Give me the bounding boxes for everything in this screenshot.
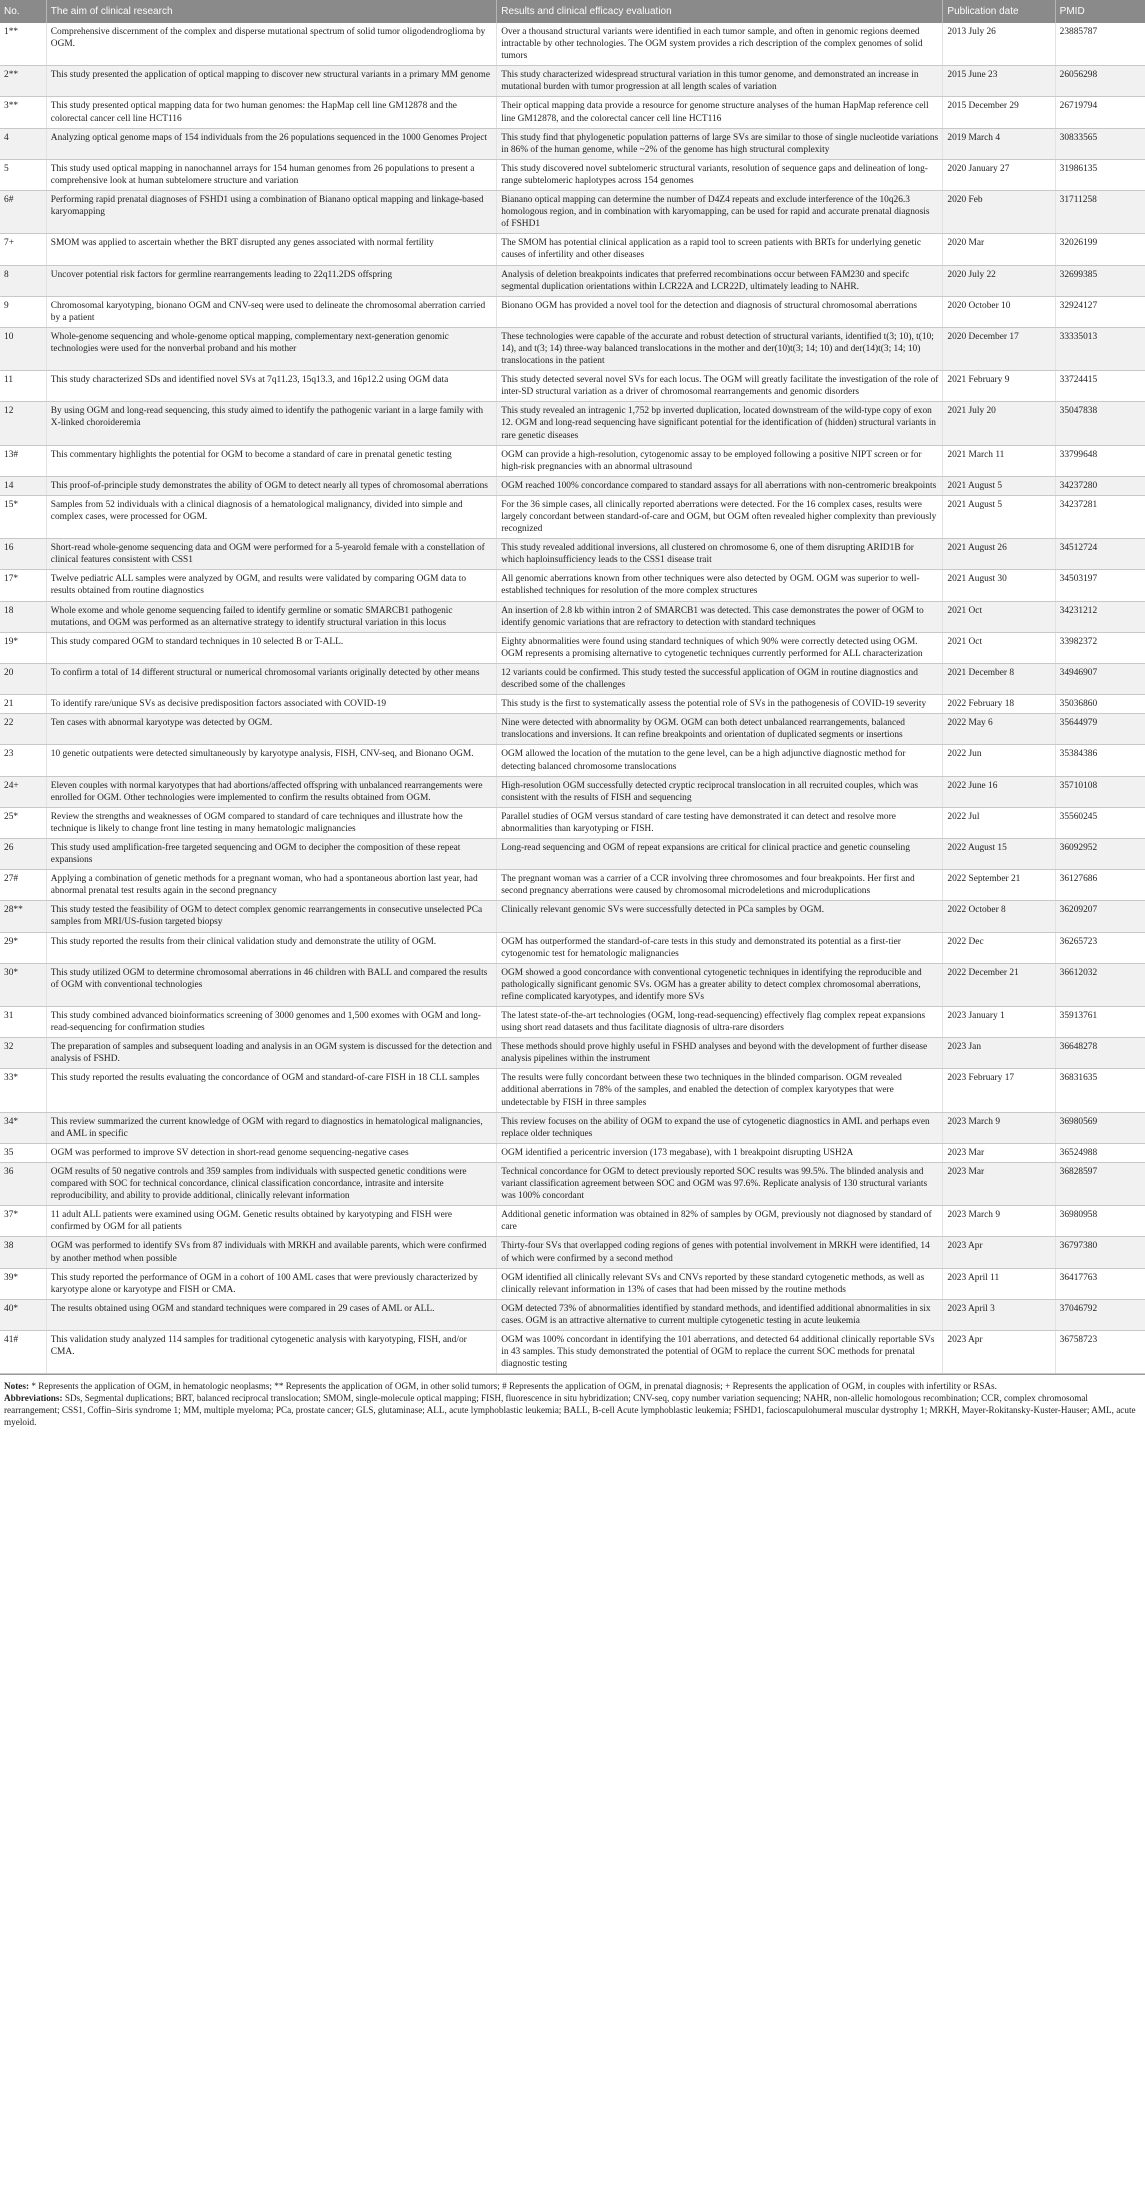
cell-result: For the 36 simple cases, all clinically reported aberrations were detected. For the 16 complex cases, results were largely concordant between standard-of-care and OGM, but OGM often revealed higher complexity than previously recognized [497,495,943,538]
cell-aim: Applying a combination of genetic methods for a pregnant woman, who had a spontaneous abortion last year, had abnormal prenatal test results again in the second pregnancy [46,870,496,901]
table-row [0,1143,1145,1162]
cell-publication-date: 2020 January 27 [943,159,1055,190]
table-row [0,1268,1145,1299]
cell-no: 17* [0,570,46,601]
cell-no: 4 [0,128,46,159]
table-row [0,870,1145,901]
cell-aim: Short-read whole-genome sequencing data and OGM were performed for a 5-yearold female with a constellation of clinical features consistent with CSS1 [46,539,496,570]
cell-aim: Comprehensive discernment of the complex and disperse mutational spectrum of solid tumor oligodendroglioma by OGM. [46,23,496,66]
table-row [0,1069,1145,1112]
cell-publication-date: 2023 Jan [943,1038,1055,1069]
cell-publication-date: 2023 February 17 [943,1069,1055,1112]
cell-pmid: 36417763 [1055,1268,1145,1299]
cell-pmid: 35560245 [1055,807,1145,838]
cell-no: 31 [0,1007,46,1038]
cell-result: Clinically relevant genomic SVs were successfully detected in PCa samples by OGM. [497,901,943,932]
cell-no: 1** [0,23,46,66]
cell-pmid: 33335013 [1055,327,1145,370]
cell-result: Technical concordance for OGM to detect previously reported SOC results was 99.5%. The blinded analysis and variant classification agreement between SOC and OGM was 97.6%. Replicate analysis of 130 structural variants was 100% concordant [497,1162,943,1205]
table-row [0,66,1145,97]
cell-publication-date: 2020 December 17 [943,327,1055,370]
cell-publication-date: 2021 Oct [943,632,1055,663]
table-row [0,234,1145,265]
cell-aim: To identify rare/unique SVs as decisive predisposition factors associated with COVID-19 [46,695,496,714]
cell-aim: Ten cases with abnormal karyotype was detected by OGM. [46,714,496,745]
cell-result: Long-read sequencing and OGM of repeat expansions are critical for clinical practice and genetic counseling [497,838,943,869]
cell-no: 19* [0,632,46,663]
cell-publication-date: 2022 December 21 [943,963,1055,1006]
cell-publication-date: 2021 August 30 [943,570,1055,601]
cell-publication-date: 2021 December 8 [943,663,1055,694]
cell-no: 15* [0,495,46,538]
cell-result: This study discovered novel subtelomeric structural variants, resolution of sequence gaps and delineation of long-range subtelomeric haplotypes across 154 genomes [497,159,943,190]
cell-result: OGM allowed the location of the mutation to the gene level, can be a high adjunctive diagnostic method for detecting balanced chromosome translocations [497,745,943,776]
cell-pmid: 36265723 [1055,932,1145,963]
cell-no: 21 [0,695,46,714]
cell-result: Analysis of deletion breakpoints indicates that preferred recombinations occur between FAM230 and specifc segmental duplication orientations within LCR22A and LCR22D, ultimately leading to NAHR. [497,265,943,296]
cell-result: An insertion of 2.8 kb within intron 2 of SMARCB1 was detected. This case demonstrates the power of OGM to identify genomic variations that are refractory to detection with standard techniques [497,601,943,632]
cell-publication-date: 2013 July 26 [943,23,1055,66]
cell-publication-date: 2023 March 9 [943,1206,1055,1237]
cell-no: 32 [0,1038,46,1069]
abbreviations-text: SDs, Segmental duplications; BRT, balanced reciprocal translocation; SMOM, single-molecule optical mapping; FISH, fluorescence in situ hybridization; CNV-seq, copy number variation sequencing; NAHR, non-allelic homologous recombination; CCR, complex chromosomal rearrangement; CSS1, Coffin–Siris syndrome 1; MM, multiple myeloma; PCa, prostate cancer; GLS, glutaminase; ALL, acute lymphoblastic leukemia; BALL, B-cell Acute lymphoblastic leukemia; FSHD1, facioscapulohumeral muscular dystrophy 1; MRKH, Mayer-Rokitansky-Kuster-Hauser; AML, acute myeloid. [4,1393,1136,1428]
table-row [0,1038,1145,1069]
cell-no: 10 [0,327,46,370]
abbreviations-line [4,1392,1141,1428]
cell-no: 38 [0,1237,46,1268]
cell-result: OGM detected 73% of abnormalities identified by standard methods, and identified additional abnormalities in six cases. OGM is an attractive alternative to current multiple cytogenetic testing in acute leukemia [497,1299,943,1330]
cell-aim: This study presented optical mapping data for two human genomes: the HapMap cell line GM12878 and the colorectal cancer cell line HCT116 [46,97,496,128]
cell-pmid: 35036860 [1055,695,1145,714]
cell-pmid: 33799648 [1055,445,1145,476]
cell-publication-date: 2021 August 5 [943,495,1055,538]
cell-result: All genomic aberrations known from other techniques were also detected by OGM. OGM was superior to well-established techniques for resolution of the more complex structures [497,570,943,601]
cell-result: High-resolution OGM successfully detected cryptic reciprocal translocation in all recruited couples, which was consistent with the results of FISH and sequencing [497,776,943,807]
cell-publication-date: 2021 February 9 [943,371,1055,402]
cell-publication-date: 2023 Mar [943,1162,1055,1205]
header-results: Results and clinical efficacy evaluation [497,0,943,23]
table-row [0,714,1145,745]
cell-aim: This review summarized the current knowledge of OGM with regard to diagnostics in hematological malignancies, and AML in specific [46,1112,496,1143]
cell-aim: OGM results of 50 negative controls and 359 samples from individuals with suspected genetic conditions were compared with SOC for technical concordance, clinical classification concordance, intrasite and intersite reproducibility, and ability to provide additional, clinically relevant information [46,1162,496,1205]
cell-aim: This study used optical mapping in nanochannel arrays for 154 human genomes from 26 populations to present a comprehensive look at human subtelomere structure and variation [46,159,496,190]
cell-aim: Whole-genome sequencing and whole-genome optical mapping, complementary next-generation genomic technologies were used for the nonverbal proband and his mother [46,327,496,370]
notes-text: * Represents the application of OGM, in hematologic neoplasms; ** Represents the application of OGM, in other solid tumors; # Represents the application of OGM, in prenatal diagnosis; + Represents the application of OGM, in couples with infertility or RSAs. [29,1381,997,1392]
cell-aim: This study reported the results from their clinical validation study and demonstrate the utility of OGM. [46,932,496,963]
cell-aim: Analyzing optical genome maps of 154 individuals from the 26 populations sequenced in the 1000 Genomes Project [46,128,496,159]
cell-result: The latest state-of-the-art technologies (OGM, long-read-sequencing) effectively flag complex repeat expansions using short read datasets and thus facilitate diagnosis of ultra-rare disorders [497,1007,943,1038]
cell-no: 28** [0,901,46,932]
table-row [0,191,1145,234]
cell-no: 35 [0,1143,46,1162]
cell-result: OGM identified all clinically relevant SVs and CNVs reported by these standard cytogenetic methods, as well as clinically relevant information in 13% of cases that had been missed by the routine methods [497,1268,943,1299]
cell-aim: The preparation of samples and subsequent loading and analysis in an OGM system is discussed for the detection and analysis of FSHD. [46,1038,496,1069]
cell-no: 8 [0,265,46,296]
table-row [0,97,1145,128]
cell-publication-date: 2022 Jul [943,807,1055,838]
header-publication-date: Publication date [943,0,1055,23]
cell-result: The results were fully concordant between these two techniques in the blinded comparison. OGM revealed additional aberrations in 78% of the samples, and enabled the detection of complex karyotypes that were undetectable by FISH in three samples [497,1069,943,1112]
cell-aim: This study compared OGM to standard techniques in 10 selected B or T-ALL. [46,632,496,663]
cell-pmid: 36980958 [1055,1206,1145,1237]
cell-aim: Review the strengths and weaknesses of OGM compared to standard of care techniques and illustrate how the technique is likely to change front line testing in many hematologic malignancies [46,807,496,838]
table-row [0,159,1145,190]
cell-pmid: 34237281 [1055,495,1145,538]
cell-publication-date: 2023 April 3 [943,1299,1055,1330]
cell-no: 2** [0,66,46,97]
cell-result: 12 variants could be confirmed. This study tested the successful application of OGM in routine diagnostics and described some of the challenges [497,663,943,694]
cell-publication-date: 2021 August 26 [943,539,1055,570]
cell-aim: Chromosomal karyotyping, bionano OGM and CNV-seq were used to delineate the chromosomal aberration carried by a patient [46,296,496,327]
cell-pmid: 30833565 [1055,128,1145,159]
cell-no: 5 [0,159,46,190]
table-row [0,695,1145,714]
cell-pmid: 36209207 [1055,901,1145,932]
cell-publication-date: 2021 March 11 [943,445,1055,476]
cell-publication-date: 2023 Apr [943,1237,1055,1268]
cell-publication-date: 2023 April 11 [943,1268,1055,1299]
table-row [0,601,1145,632]
cell-no: 27# [0,870,46,901]
cell-no: 14 [0,476,46,495]
cell-pmid: 36092952 [1055,838,1145,869]
cell-pmid: 32924127 [1055,296,1145,327]
cell-pmid: 32699385 [1055,265,1145,296]
cell-no: 7+ [0,234,46,265]
cell-pmid: 36127686 [1055,870,1145,901]
table-row [0,265,1145,296]
cell-pmid: 35384386 [1055,745,1145,776]
cell-no: 39* [0,1268,46,1299]
cell-no: 26 [0,838,46,869]
header-no: No. [0,0,46,23]
cell-result: These methods should prove highly useful in FSHD analyses and beyond with the development of further disease analysis pipelines within the instrument [497,1038,943,1069]
cell-aim: This study presented the application of optical mapping to discover new structural variants in a primary MM genome [46,66,496,97]
cell-publication-date: 2021 July 20 [943,402,1055,445]
cell-result: OGM reached 100% concordance compared to standard assays for all aberrations with non-centromeric breakpoints [497,476,943,495]
cell-pmid: 32026199 [1055,234,1145,265]
table-row [0,838,1145,869]
cell-no: 29* [0,932,46,963]
cell-pmid: 36831635 [1055,1069,1145,1112]
cell-aim: Samples from 52 individuals with a clinical diagnosis of a hematological malignancy, divided into simple and complex cases, were processed for OGM. [46,495,496,538]
cell-pmid: 36524988 [1055,1143,1145,1162]
cell-aim: This commentary highlights the potential for OGM to become a standard of care in prenatal genetic testing [46,445,496,476]
cell-no: 12 [0,402,46,445]
table-body [0,23,1145,1374]
cell-pmid: 34503197 [1055,570,1145,601]
cell-result: Bionano OGM has provided a novel tool for the detection and diagnosis of structural chromosomal aberrations [497,296,943,327]
cell-publication-date: 2023 Mar [943,1143,1055,1162]
cell-pmid: 36797380 [1055,1237,1145,1268]
cell-no: 33* [0,1069,46,1112]
cell-result: This study is the first to systematically assess the potential role of SVs in the pathogenesis of COVID-19 severity [497,695,943,714]
cell-no: 37* [0,1206,46,1237]
cell-pmid: 36828597 [1055,1162,1145,1205]
cell-no: 41# [0,1330,46,1373]
cell-no: 9 [0,296,46,327]
cell-publication-date: 2020 October 10 [943,296,1055,327]
cell-result: This study detected several novel SVs for each locus. The OGM will greatly facilitate the investigation of the role of inter-SD structural variation as a driver of chromosomal rearrangements and genomic disorders [497,371,943,402]
cell-result: Parallel studies of OGM versus standard of care testing have demonstrated it can detect and resolve more abnormalities than karyotyping or FISH. [497,807,943,838]
cell-result: Additional genetic information was obtained in 82% of samples by OGM, previously not diagnosed by standard of care [497,1206,943,1237]
table-row [0,476,1145,495]
cell-result: This study revealed an intragenic 1,752 bp inverted duplication, located downstream of the wild-type copy of exon 12. OGM and long-read sequencing have significant potential for the identification of (hidden) structural variants in rare genetic diseases [497,402,943,445]
cell-result: These technologies were capable of the accurate and robust detection of structural variants, identified t(3; 10), t(10; 14), and t(3; 14) three-way balanced translocations in the mother and der(10)t(3; 14; 10) and der(14)t(3; 14; 10) translocations in the patient [497,327,943,370]
table-row [0,1112,1145,1143]
cell-publication-date: 2015 December 29 [943,97,1055,128]
cell-aim: This study characterized SDs and identified novel SVs at 7q11.23, 15q13.3, and 16p12.2 using OGM data [46,371,496,402]
table-row [0,570,1145,601]
table-header-row [0,0,1145,23]
cell-aim: Whole exome and whole genome sequencing failed to identify germline or somatic SMARCB1 pathogenic mutations, and OGM was performed as an alternative strategy to identify structural variation in this locus [46,601,496,632]
cell-result: OGM was 100% concordant in identifying the 101 aberrations, and detected 64 additional clinically reportable SVs in 43 samples. This study demonstrated the potential of OGM to replace the current SOC methods for prenatal diagnostic testing [497,1330,943,1373]
cell-result: This review focuses on the ability of OGM to expand the use of cytogenetic diagnostics in AML and perhaps even replace older techniques [497,1112,943,1143]
cell-no: 22 [0,714,46,745]
cell-aim: To confirm a total of 14 different structural or numerical chromosomal variants originally detected by other means [46,663,496,694]
cell-aim: This study used amplification-free targeted sequencing and OGM to decipher the composition of these repeat expansions [46,838,496,869]
table-row [0,1299,1145,1330]
cell-no: 40* [0,1299,46,1330]
cell-result: This study characterized widespread structural variation in this tumor genome, and demonstrated an increase in mutational burden with tumor progression at all length scales of variation [497,66,943,97]
cell-publication-date: 2020 Mar [943,234,1055,265]
table-row [0,495,1145,538]
cell-pmid: 36980569 [1055,1112,1145,1143]
cell-publication-date: 2022 August 15 [943,838,1055,869]
table-row [0,1007,1145,1038]
cell-no: 24+ [0,776,46,807]
cell-pmid: 26056298 [1055,66,1145,97]
header-pmid: PMID [1055,0,1145,23]
cell-no: 13# [0,445,46,476]
cell-pmid: 34946907 [1055,663,1145,694]
table-row [0,1330,1145,1373]
cell-aim: 11 adult ALL patients were examined using OGM. Genetic results obtained by karyotyping and FISH were confirmed by OGM for all patients [46,1206,496,1237]
cell-pmid: 33724415 [1055,371,1145,402]
cell-publication-date: 2022 Dec [943,932,1055,963]
table-row [0,663,1145,694]
table-row [0,632,1145,663]
cell-publication-date: 2022 September 21 [943,870,1055,901]
table-row [0,963,1145,1006]
cell-pmid: 36648278 [1055,1038,1145,1069]
cell-aim: 10 genetic outpatients were detected simultaneously by karyotype analysis, FISH, CNV-seq, and Bionano OGM. [46,745,496,776]
cell-result: Nine were detected with abnormality by OGM. OGM can both detect unbalanced rearrangements, balanced translocations and inversions. It can refine breakpoints and orientation of duplicated segments or insertions [497,714,943,745]
cell-aim: SMOM was applied to ascertain whether the BRT disrupted any genes associated with normal fertility [46,234,496,265]
cell-pmid: 26719794 [1055,97,1145,128]
cell-pmid: 34512724 [1055,539,1145,570]
cell-publication-date: 2022 February 18 [943,695,1055,714]
cell-result: OGM showed a good concordance with conventional cytogenetic techniques in identifying the reproducible and pathologically significant genomic SVs. OGM has a greater ability to detect complex chromosomal aberrations, refine complicated karyotypes, and identify more SVs [497,963,943,1006]
cell-pmid: 36758723 [1055,1330,1145,1373]
table-row [0,23,1145,66]
cell-no: 23 [0,745,46,776]
cell-publication-date: 2022 October 8 [943,901,1055,932]
cell-aim: Twelve pediatric ALL samples were analyzed by OGM, and results were validated by comparing OGM data to results obtained from routine diagnostics [46,570,496,601]
cell-publication-date: 2020 July 22 [943,265,1055,296]
cell-publication-date: 2023 March 9 [943,1112,1055,1143]
table-row [0,402,1145,445]
table-row [0,807,1145,838]
cell-publication-date: 2015 June 23 [943,66,1055,97]
cell-aim: Uncover potential risk factors for germline rearrangements leading to 22q11.2DS offspring [46,265,496,296]
cell-no: 16 [0,539,46,570]
cell-result: The SMOM has potential clinical application as a rapid tool to screen patients with BRTs for underlying genetic causes of infertility and other diseases [497,234,943,265]
cell-publication-date: 2020 Feb [943,191,1055,234]
cell-publication-date: 2022 Jun [943,745,1055,776]
cell-publication-date: 2022 May 6 [943,714,1055,745]
table-row [0,1237,1145,1268]
cell-publication-date: 2023 Apr [943,1330,1055,1373]
notes-line [4,1380,1141,1392]
cell-result: This study find that phylogenetic population patterns of large SVs are similar to those of single nucleotide variations in 86% of the human genome, while ~2% of the genome has high structural complexity [497,128,943,159]
cell-result: The pregnant woman was a carrier of a CCR involving three chromosomes and four breakpoints. Her first and second pregnancy aberrations were caused by chromosomal microdeletions and microduplications [497,870,943,901]
cell-pmid: 23885787 [1055,23,1145,66]
table-row [0,1206,1145,1237]
cell-pmid: 37046792 [1055,1299,1145,1330]
cell-pmid: 34237280 [1055,476,1145,495]
cell-pmid: 34231212 [1055,601,1145,632]
cell-aim: This study utilized OGM to determine chromosomal aberrations in 46 children with BALL and compared the results of OGM with conventional technologies [46,963,496,1006]
table-row [0,296,1145,327]
cell-result: Bianano optical mapping can determine the number of D4Z4 repeats and exclude interference of the 10q26.3 homologous region, and in combination with karyomapping, can be used for rapid and accurate prenatal diagnosis of FSHD1 [497,191,943,234]
table-row [0,901,1145,932]
table-row [0,128,1145,159]
cell-aim: This study tested the feasibility of OGM to detect complex genomic rearrangements in consecutive unselected PCa samples from MRI/US-fusion targeted biopsy [46,901,496,932]
cell-aim: This study combined advanced bioinformatics screening of 3000 genomes and 1,500 exomes with OGM and long-read-sequencing for confirmation studies [46,1007,496,1038]
cell-result: OGM can provide a high-resolution, cytogenomic assay to be employed following a positive NIPT screen or for high-risk pregnancies with an abnormal ultrasound [497,445,943,476]
cell-pmid: 35913761 [1055,1007,1145,1038]
cell-pmid: 31711258 [1055,191,1145,234]
cell-result: Eighty abnormalities were found using standard techniques of which 90% were correctly detected using OGM. OGM represents a promising alternative to cytogenetic techniques currently performed for ALL characterization [497,632,943,663]
cell-result: Their optical mapping data provide a resource for genome structure analyses of the human HapMap reference cell line GM12878, and the colorectal cancer cell line HCT116 [497,97,943,128]
cell-no: 20 [0,663,46,694]
cell-aim: By using OGM and long-read sequencing, this study aimed to identify the pathogenic variant in a large family with X-linked choroideremia [46,402,496,445]
table-row [0,1162,1145,1205]
cell-result: OGM has outperformed the standard-of-care tests in this study and demonstrated its potential as a first-tier cytogenomic test for hematologic malignancies [497,932,943,963]
cell-pmid: 33982372 [1055,632,1145,663]
cell-no: 6# [0,191,46,234]
cell-publication-date: 2021 August 5 [943,476,1055,495]
cell-result: Thirty-four SVs that overlapped coding regions of genes with potential involvement in MRKH were identified, 14 of which were confirmed by a second method [497,1237,943,1268]
cell-no: 25* [0,807,46,838]
cell-result: OGM identified a pericentric inversion (173 megabase), with 1 breakpoint disrupting USH2A [497,1143,943,1162]
cell-no: 18 [0,601,46,632]
cell-pmid: 31986135 [1055,159,1145,190]
cell-no: 3** [0,97,46,128]
cell-result: This study revealed additional inversions, all clustered on chromosome 6, one of them disrupting ARID1B for which haploinsufficiency leads to the CSS1 disease trait [497,539,943,570]
header-aim: The aim of clinical research [46,0,496,23]
notes-label: Notes: [4,1381,30,1392]
table-row [0,776,1145,807]
cell-aim: This study reported the performance of OGM in a cohort of 100 AML cases that were previously characterized by karyotype alone or karyotype and FISH or CMA. [46,1268,496,1299]
cell-aim: OGM was performed to improve SV detection in short-read genome sequencing-negative cases [46,1143,496,1162]
cell-aim: This validation study analyzed 114 samples for traditional cytogenetic analysis with karyotyping, FISH, and/or CMA. [46,1330,496,1373]
cell-pmid: 35710108 [1055,776,1145,807]
table-row [0,539,1145,570]
cell-aim: This study reported the results evaluating the concordance of OGM and standard-of-care FISH in 18 CLL samples [46,1069,496,1112]
cell-no: 11 [0,371,46,402]
cell-aim: Eleven couples with normal karyotypes that had abortions/affected offspring with unbalanced rearrangements were enrolled for OGM. Other technologies were implemented to confirm the results obtained from OGM. [46,776,496,807]
table-footnotes [0,1374,1145,1428]
cell-pmid: 36612032 [1055,963,1145,1006]
table-row [0,932,1145,963]
cell-publication-date: 2021 Oct [943,601,1055,632]
table-row [0,745,1145,776]
table-row [0,445,1145,476]
cell-aim: The results obtained using OGM and standard techniques were compared in 29 cases of AML or ALL. [46,1299,496,1330]
cell-publication-date: 2019 March 4 [943,128,1055,159]
cell-pmid: 35644979 [1055,714,1145,745]
cell-no: 34* [0,1112,46,1143]
abbreviations-label: Abbreviations: [4,1393,63,1404]
table-row [0,327,1145,370]
cell-no: 30* [0,963,46,1006]
cell-pmid: 35047838 [1055,402,1145,445]
table-row [0,371,1145,402]
cell-publication-date: 2023 January 1 [943,1007,1055,1038]
cell-aim: OGM was performed to identify SVs from 87 individuals with MRKH and available parents, which were confirmed by another method when possible [46,1237,496,1268]
cell-result: Over a thousand structural variants were identified in each tumor sample, and often in genomic regions deemed intractable by other technologies. The OGM system provides a rich description of the complex genomes of solid tumors [497,23,943,66]
cell-publication-date: 2022 June 16 [943,776,1055,807]
cell-aim: This proof-of-principle study demonstrates the ability of OGM to detect nearly all types of chromosomal aberrations [46,476,496,495]
cell-aim: Performing rapid prenatal diagnoses of FSHD1 using a combination of Bianano optical mapping and linkage-based karyomapping [46,191,496,234]
cell-no: 36 [0,1162,46,1205]
